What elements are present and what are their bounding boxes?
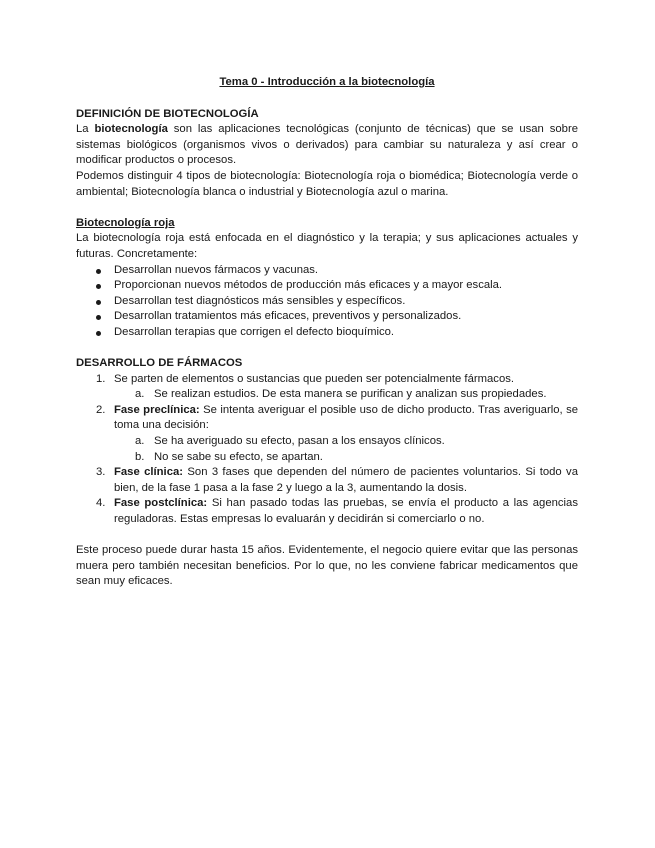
step-body: [114, 496, 578, 527]
step-phase-label: Fase clínica:: [114, 466, 184, 479]
sub-item-text: Se realizan estudios. De esta manera se purifican y analizan sus propiedades.: [154, 388, 547, 401]
step-text: Se parten de elementos o sustancias que pueden ser potencialmente fármacos.: [114, 372, 515, 385]
section-heading-roja: Biotecnología roja: [76, 216, 175, 229]
roja-bullet-text: Desarrollan test diagnósticos más sensibles y específicos.: [114, 294, 406, 307]
section-heading-definicion: DEFINICIÓN DE BIOTECNOLOGÍA: [76, 107, 259, 120]
step-sub-item: [114, 434, 578, 450]
roja-bullet-text: Desarrollan nuevos fármacos y vacunas.: [114, 263, 319, 276]
farmacos-step-list: [76, 372, 578, 528]
roja-bullet-item: [76, 263, 578, 279]
spacer: [76, 200, 578, 216]
definicion-paragraph-1: [76, 122, 578, 169]
farmacos-step-item: [76, 465, 578, 496]
step-body: [114, 403, 578, 434]
step-sub-list: [114, 434, 578, 465]
step-phase-label: Fase preclínica:: [114, 403, 200, 416]
roja-bullet-text: Desarrollan terapias que corrigen el defecto bioquímico.: [114, 325, 395, 338]
sub-item-letter: a.: [135, 388, 145, 401]
section-heading-farmacos: DESARROLLO DE FÁRMACOS: [76, 357, 243, 370]
bullet-dot-icon: [96, 331, 101, 336]
spacer: [76, 528, 578, 544]
sub-item-letter: a.: [135, 435, 145, 448]
farmacos-step-item: [76, 403, 578, 465]
definicion-p1-bold-term: biotecnología: [94, 123, 168, 136]
bullet-dot-icon: [96, 284, 101, 289]
definicion-p1-post: son las aplicaciones tecnológicas (conjunto de técnicas) que se usan sobre sistemas biológicos (organismos vivos o derivados) para cambiar su naturaleza y así crear o modificar productos o procesos.: [76, 123, 578, 167]
roja-bullet-item: [76, 278, 578, 294]
document-page: [76, 75, 578, 590]
sub-item-text: No se sabe su efecto, se apartan.: [154, 450, 323, 463]
farmacos-step-item: [76, 372, 578, 403]
spacer: [76, 341, 578, 357]
bullet-dot-icon: [96, 315, 101, 320]
step-number: 3.: [96, 466, 106, 479]
bullet-dot-icon: [96, 300, 101, 305]
roja-bullet-item: [76, 325, 578, 341]
roja-bullet-item: [76, 294, 578, 310]
definicion-paragraph-2: Podemos distinguir 4 tipos de biotecnología: Biotecnología roja o biomédica; Biotecnología verde o ambiental; Biotecnología blanca o industrial y Biotecnología azul o marina.: [76, 169, 578, 198]
roja-bullet-text: Proporcionan nuevos métodos de producción más eficaces y a mayor escala.: [114, 279, 503, 292]
section-definicion: [76, 107, 578, 201]
step-phase-label: Fase postclínica:: [114, 497, 208, 510]
roja-bullet-list: [76, 263, 578, 341]
step-sub-item: [114, 387, 578, 403]
step-body: [114, 372, 578, 388]
step-text: Si han pasado todas las pruebas, se envía el producto a las agencias reguladoras. Estas empresas lo evaluarán y decidirán si comerciarlo o no.: [114, 497, 578, 526]
definicion-p1-pre: La: [76, 123, 95, 136]
sub-item-text: Se ha averiguado su efecto, pasan a los ensayos clínicos.: [154, 435, 445, 448]
step-number: 4.: [96, 497, 106, 510]
section-farmacos: [76, 356, 578, 590]
step-sub-list: [114, 387, 578, 403]
step-body: [114, 465, 578, 496]
step-number: 1.: [96, 372, 106, 385]
farmacos-step-item: [76, 496, 578, 527]
bullet-dot-icon: [96, 269, 101, 274]
step-text: Se intenta averiguar el posible uso de dicho producto. Tras averiguarlo, se toma una decisión:: [114, 403, 578, 432]
roja-intro: La biotecnología roja está enfocada en el diagnóstico y la terapia; y sus aplicaciones actuales y futuras. Concretamente:: [76, 232, 578, 260]
farmacos-closing-paragraph: Este proceso puede durar hasta 15 años. Evidentemente, el negocio quiere evitar que las personas muera pero también necesitan beneficios. Por lo que, no les conviene fabricar medicamentos que sean muy eficaces.: [76, 544, 578, 588]
step-text: Son 3 fases que dependen del número de pacientes voluntarios. Si todo va bien, de la fase 1 pasa a la fase 2 y luego a la 3, aumentando la dosis.: [114, 466, 578, 494]
section-roja: [76, 216, 578, 341]
roja-bullet-item: [76, 309, 578, 325]
sub-item-letter: b.: [135, 450, 145, 463]
step-sub-item: [114, 450, 578, 466]
step-number: 2.: [96, 403, 106, 416]
roja-bullet-text: Desarrollan tratamientos más eficaces, preventivos y personalizados.: [114, 310, 462, 323]
document-title: Tema 0 - Introducción a la biotecnología: [219, 76, 435, 88]
